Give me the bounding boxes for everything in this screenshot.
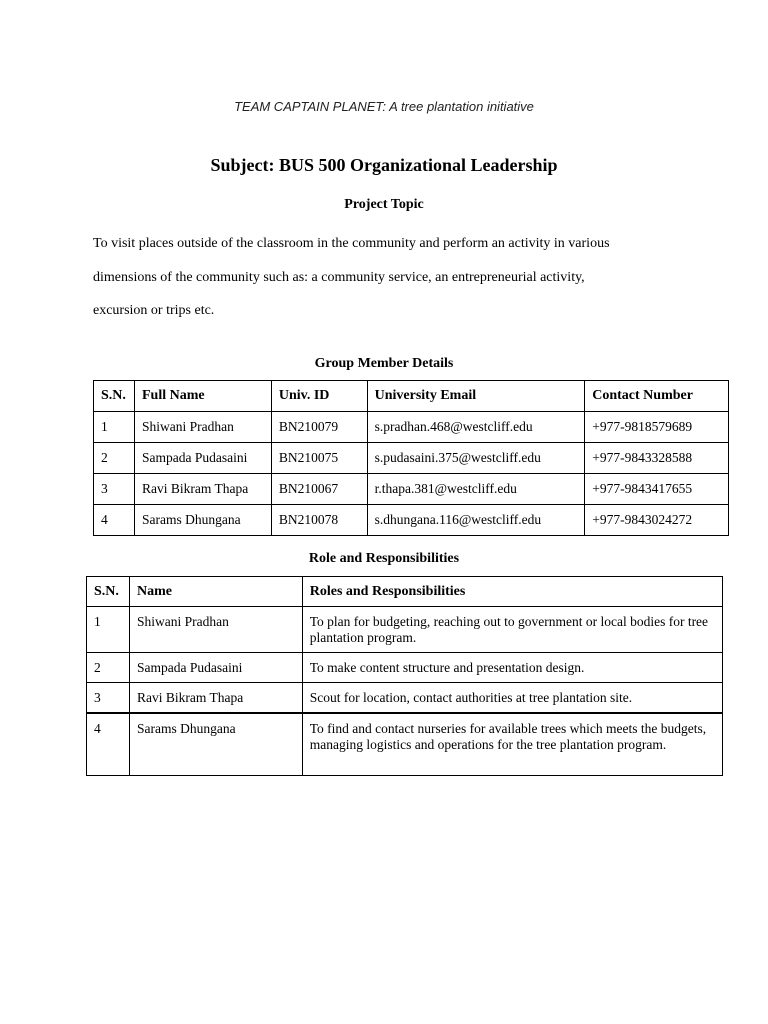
cell-sn: 2 xyxy=(94,443,135,474)
col-sn: S.N. xyxy=(87,577,130,607)
cell-full-name: Sarams Dhungana xyxy=(134,505,271,536)
cell-contact: +977-9818579689 xyxy=(585,412,729,443)
project-topic-heading: Project Topic xyxy=(344,197,424,212)
cell-full-name: Ravi Bikram Thapa xyxy=(134,474,271,505)
roles-header-row xyxy=(87,577,723,607)
table-row xyxy=(87,653,723,683)
cell-email: s.pudasaini.375@westcliff.edu xyxy=(367,443,585,474)
cell-full-name: Shiwani Pradhan xyxy=(134,412,271,443)
cell-email: r.thapa.381@westcliff.edu xyxy=(367,474,585,505)
members-header-row xyxy=(94,381,729,412)
col-sn: S.N. xyxy=(94,381,135,412)
subject-title: Subject: BUS 500 Organizational Leadership xyxy=(210,155,558,175)
cell-email: s.pradhan.468@westcliff.edu xyxy=(367,412,585,443)
cell-full-name: Sampada Pudasaini xyxy=(134,443,271,474)
team-header: TEAM CAPTAIN PLANET: A tree plantation initiative xyxy=(234,99,534,114)
col-roles: Roles and Responsibilities xyxy=(302,577,722,607)
cell-sn: 2 xyxy=(87,653,130,683)
cell-name: Ravi Bikram Thapa xyxy=(129,683,302,714)
roles-table xyxy=(86,576,723,776)
cell-sn: 4 xyxy=(87,713,130,776)
cell-email: s.dhungana.116@westcliff.edu xyxy=(367,505,585,536)
cell-name: Sarams Dhungana xyxy=(129,713,302,776)
cell-contact: +977-9843417655 xyxy=(585,474,729,505)
col-university-email: University Email xyxy=(367,381,585,412)
cell-univ-id: BN210079 xyxy=(271,412,367,443)
topic-line-3: excursion or trips etc. xyxy=(93,303,215,318)
col-univ-id: Univ. ID xyxy=(271,381,367,412)
cell-contact: +977-9843024272 xyxy=(585,505,729,536)
cell-role: To make content structure and presentation design. xyxy=(302,653,722,683)
cell-sn: 4 xyxy=(94,505,135,536)
members-heading: Group Member Details xyxy=(314,356,454,371)
table-row xyxy=(87,713,723,776)
table-row xyxy=(94,412,729,443)
cell-role: Scout for location, contact authorities at tree plantation site. xyxy=(302,683,722,714)
cell-sn: 1 xyxy=(94,412,135,443)
table-row xyxy=(94,505,729,536)
table-row xyxy=(94,443,729,474)
cell-sn: 3 xyxy=(87,683,130,714)
table-row xyxy=(94,474,729,505)
col-name: Name xyxy=(129,577,302,607)
cell-role: To plan for budgeting, reaching out to government or local bodies for tree plantation program. xyxy=(302,607,722,653)
cell-contact: +977-9843328588 xyxy=(585,443,729,474)
table-row xyxy=(87,607,723,653)
members-table xyxy=(93,380,729,536)
cell-sn: 3 xyxy=(94,474,135,505)
cell-univ-id: BN210078 xyxy=(271,505,367,536)
table-row xyxy=(87,683,723,714)
cell-name: Sampada Pudasaini xyxy=(129,653,302,683)
col-full-name: Full Name xyxy=(134,381,271,412)
topic-line-2: dimensions of the community such as: a community service, an entrepreneurial activity, xyxy=(93,270,585,285)
topic-line-1: To visit places outside of the classroom in the community and perform an activity in various xyxy=(93,236,610,251)
cell-univ-id: BN210075 xyxy=(271,443,367,474)
cell-name: Shiwani Pradhan xyxy=(129,607,302,653)
cell-role: To find and contact nurseries for available trees which meets the budgets, managing logistics and operations for the tree plantation program. xyxy=(302,713,722,776)
col-contact-number: Contact Number xyxy=(585,381,729,412)
roles-heading: Role and Responsibilities xyxy=(308,551,460,566)
cell-sn: 1 xyxy=(87,607,130,653)
cell-univ-id: BN210067 xyxy=(271,474,367,505)
